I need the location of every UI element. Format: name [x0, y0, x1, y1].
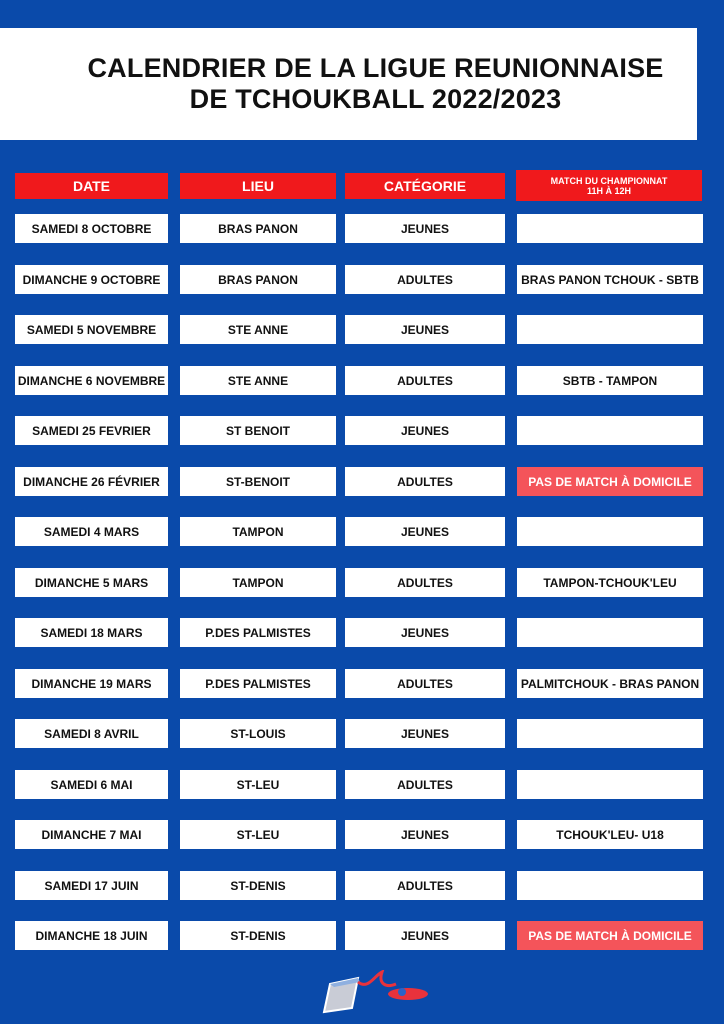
row-15-match-cell: PAS DE MATCH À DOMICILE [517, 921, 703, 950]
row-8-match-cell: TAMPON-TCHOUK'LEU [517, 568, 703, 597]
row-14-lieu-cell: ST-DENIS [180, 871, 336, 900]
row-5-date-cell: SAMEDI 25 FEVRIER [15, 416, 168, 445]
row-9-categorie-cell: JEUNES [345, 618, 505, 647]
row-6-lieu-cell: ST-BENOIT [180, 467, 336, 496]
row-4-lieu-cell: STE ANNE [180, 366, 336, 395]
row-1-match-cell [517, 214, 703, 243]
row-3-match-cell [517, 315, 703, 344]
row-12-categorie-cell: ADULTES [345, 770, 505, 799]
row-6-date-cell: DIMANCHE 26 FÉVRIER [15, 467, 168, 496]
row-2-lieu-cell: BRAS PANON [180, 265, 336, 294]
row-1-date-cell: SAMEDI 8 OCTOBRE [15, 214, 168, 243]
row-5-lieu-cell: ST BENOIT [180, 416, 336, 445]
row-9-lieu-cell: P.DES PALMISTES [180, 618, 336, 647]
header-categorie: CATÉGORIE [345, 173, 505, 199]
row-5-match-cell [517, 416, 703, 445]
row-14-categorie-cell: ADULTES [345, 871, 505, 900]
row-9-date-cell: SAMEDI 18 MARS [15, 618, 168, 647]
header-match-line-1: MATCH DU CHAMPIONNAT [550, 175, 668, 186]
row-12-match-cell [517, 770, 703, 799]
row-4-match-cell: SBTB - TAMPON [517, 366, 703, 395]
row-4-date-cell: DIMANCHE 6 NOVEMBRE [15, 366, 168, 395]
row-11-lieu-cell: ST-LOUIS [180, 719, 336, 748]
row-12-lieu-cell: ST-LEU [180, 770, 336, 799]
row-10-lieu-cell: P.DES PALMISTES [180, 669, 336, 698]
row-2-match-cell: BRAS PANON TCHOUK - SBTB [517, 265, 703, 294]
row-2-categorie-cell: ADULTES [345, 265, 505, 294]
row-6-categorie-cell: ADULTES [345, 467, 505, 496]
row-8-categorie-cell: ADULTES [345, 568, 505, 597]
row-7-categorie-cell: JEUNES [345, 517, 505, 546]
row-3-categorie-cell: JEUNES [345, 315, 505, 344]
row-10-categorie-cell: ADULTES [345, 669, 505, 698]
page-title-line-1: CALENDRIER DE LA LIGUE REUNIONNAISE [87, 53, 664, 83]
row-14-date-cell: SAMEDI 17 JUIN [15, 871, 168, 900]
row-3-date-cell: SAMEDI 5 NOVEMBRE [15, 315, 168, 344]
header-match-line-2: 11H À 12H [586, 185, 632, 196]
page-title-line-2: DE TCHOUKBALL 2022/2023 [189, 84, 562, 114]
row-5-categorie-cell: JEUNES [345, 416, 505, 445]
row-12-date-cell: SAMEDI 6 MAI [15, 770, 168, 799]
row-15-lieu-cell: ST-DENIS [180, 921, 336, 950]
row-8-date-cell: DIMANCHE 5 MARS [15, 568, 168, 597]
row-10-date-cell: DIMANCHE 19 MARS [15, 669, 168, 698]
row-1-lieu-cell: BRAS PANON [180, 214, 336, 243]
row-13-date-cell: DIMANCHE 7 MAI [15, 820, 168, 849]
header-lieu: LIEU [180, 173, 336, 199]
row-13-categorie-cell: JEUNES [345, 820, 505, 849]
row-7-match-cell [517, 517, 703, 546]
row-15-categorie-cell: JEUNES [345, 921, 505, 950]
row-6-match-cell: PAS DE MATCH À DOMICILE [517, 467, 703, 496]
row-1-categorie-cell: JEUNES [345, 214, 505, 243]
row-8-lieu-cell: TAMPON [180, 568, 336, 597]
row-11-date-cell: SAMEDI 8 AVRIL [15, 719, 168, 748]
header-date: DATE [15, 173, 168, 199]
row-4-categorie-cell: ADULTES [345, 366, 505, 395]
row-7-date-cell: SAMEDI 4 MARS [15, 517, 168, 546]
row-13-match-cell: TCHOUK'LEU- U18 [517, 820, 703, 849]
row-10-match-cell: PALMITCHOUK - BRAS PANON [517, 669, 703, 698]
row-14-match-cell [517, 871, 703, 900]
row-9-match-cell [517, 618, 703, 647]
row-13-lieu-cell: ST-LEU [180, 820, 336, 849]
tchoukball-logo-icon [316, 970, 432, 1016]
row-3-lieu-cell: STE ANNE [180, 315, 336, 344]
row-11-categorie-cell: JEUNES [345, 719, 505, 748]
row-15-date-cell: DIMANCHE 18 JUIN [15, 921, 168, 950]
row-11-match-cell [517, 719, 703, 748]
row-7-lieu-cell: TAMPON [180, 517, 336, 546]
row-2-date-cell: DIMANCHE 9 OCTOBRE [15, 265, 168, 294]
